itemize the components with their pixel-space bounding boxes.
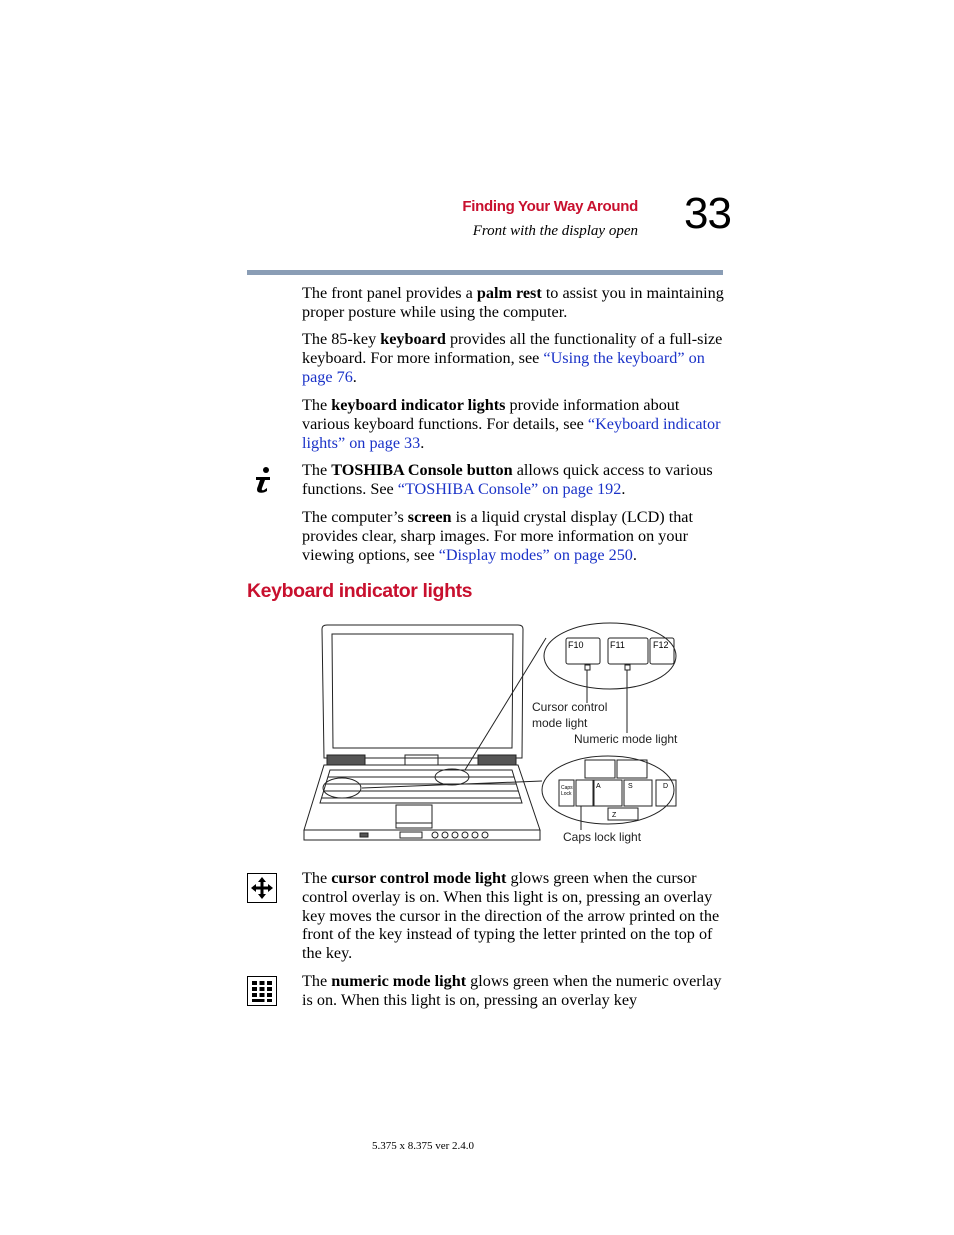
paragraph-numeric-mode: The numeric mode light glows green when the numeric overlay is on. When this light is on, pressing an overlay key — [302, 972, 722, 1009]
numeric-keypad-icon — [247, 976, 277, 1006]
section-subtitle: Front with the display open — [472, 223, 638, 239]
link-display-modes[interactable]: “Display modes” on page 250 — [438, 545, 633, 564]
caption-cursor-control: Cursor control mode light — [532, 700, 608, 730]
link-toshiba-console[interactable]: “TOSHIBA Console” on page 192 — [397, 479, 622, 498]
link-using-keyboard[interactable]: “Using the keyboard” on page 76 — [302, 348, 705, 386]
paragraph-palm-rest: The front panel provides a palm rest to assist you in maintaining proper posture while using the computer. — [302, 284, 724, 321]
caption-numeric-mode: Numeric mode light — [574, 732, 678, 746]
caption-caps-lock: Caps lock light — [563, 830, 642, 844]
chapter-title: Finding Your Way Around — [462, 198, 638, 215]
paragraph-screen: The computer’s screen is a liquid crystal display (LCD) that provides clear, sharp images. For more information on your viewing options, see “Display modes” on page 250. — [302, 508, 693, 564]
key-f11-label: F11 — [610, 640, 625, 650]
section-heading: Keyboard indicator lights — [247, 580, 473, 602]
key-f12-label: F12 — [653, 640, 669, 650]
paragraph-cursor-control: The cursor control mode light glows green when the cursor control overlay is on. When this light is on, pressing an overlay key moves the cursor in the direction of the arrow printed on the front of the key instead of typing the letter printed on the top of the key. — [302, 869, 720, 963]
paragraph-keyboard: The 85-key keyboard provides all the functionality of a full-size keyboard. For more information, see “Using the keyboard” on page 76. — [302, 330, 723, 386]
footer-version: 5.375 x 8.375 ver 2.4.0 — [372, 1140, 475, 1152]
tip-icon — [252, 466, 274, 494]
paragraph-toshiba-console: The TOSHIBA Console button allows quick access to various functions. See “TOSHIBA Console” on page 192. — [302, 461, 713, 498]
header-rule — [247, 270, 723, 275]
key-s-label: S — [628, 783, 633, 790]
page-number: 33 — [684, 189, 731, 238]
key-caps-label-2: Lock — [561, 791, 572, 797]
paragraph-indicator-lights: The keyboard indicator lights provide information about various keyboard functions. For details, see “Keyboard indicator lights” on page 33. — [302, 396, 721, 452]
link-keyboard-indicator-lights[interactable]: “Keyboard indicator lights” on page 33 — [302, 414, 721, 452]
key-d-label: D — [663, 783, 669, 790]
key-a-label: A — [596, 783, 601, 790]
key-f10-label: F10 — [568, 640, 584, 650]
cursor-control-icon — [247, 873, 277, 903]
key-caps-label-1: Caps — [561, 785, 573, 791]
key-z-label: Z — [612, 812, 617, 819]
